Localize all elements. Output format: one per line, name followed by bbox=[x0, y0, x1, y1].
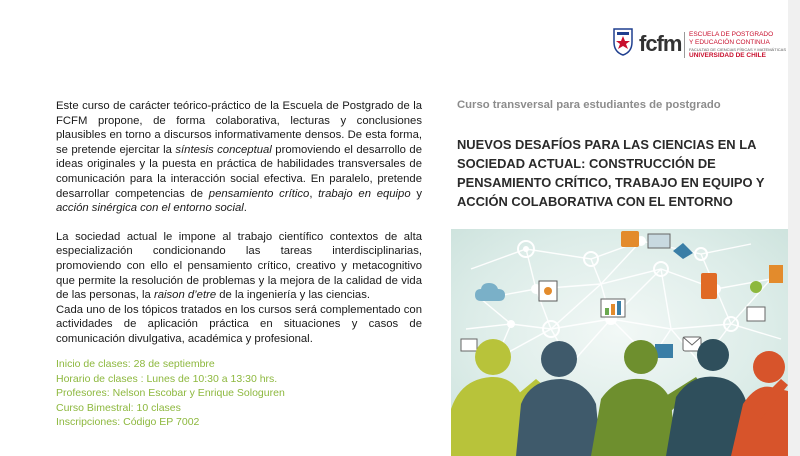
info-start-date: Inicio de clases: 28 de septiembre bbox=[56, 358, 215, 370]
book-icon bbox=[769, 265, 783, 283]
p2-text-1: La sociedad actual le impone al trabajo científico contextos de alta especialización condicionando las tareas interdisciplinarias, promoviendo con ello el pensamiento crítico, creativo y metacognitivo que permite la resolución de problemas y la mejora de la calidad de vida de las personas, la bbox=[56, 230, 422, 302]
p1-text-3: , bbox=[309, 187, 319, 200]
p1-text-5: . bbox=[243, 202, 247, 215]
info-duration: Curso Bimestral: 10 clases bbox=[56, 401, 181, 414]
course-description bbox=[56, 99, 422, 347]
p1-text-4: y bbox=[410, 187, 422, 200]
person-network-icon bbox=[544, 287, 552, 295]
phone-icon bbox=[701, 273, 717, 299]
laptop-icon bbox=[648, 234, 670, 248]
paragraph-3: Cada uno de los tópicos tratados en los cursos será complementado con actividades de aplicación práctica en situaciones y casos de comunicación divulgativa, académica y profesional. bbox=[56, 303, 422, 345]
logo-line-2: Y EDUCACIÓN CONTINUA bbox=[689, 39, 770, 46]
fcfm-logo bbox=[612, 26, 788, 66]
course-info bbox=[56, 357, 436, 430]
info-registration: Inscripciones: Código EP 7002 bbox=[56, 416, 200, 429]
picture-icon bbox=[461, 339, 477, 351]
logo-line-1: ESCUELA DE POSTGRADO bbox=[689, 31, 774, 38]
logo-divider bbox=[684, 32, 685, 58]
paragraph-2 bbox=[56, 230, 422, 303]
monitor-icon bbox=[747, 307, 765, 321]
logo-line-4: UNIVERSIDAD DE CHILE bbox=[689, 52, 766, 59]
paragraph-gap bbox=[56, 216, 422, 230]
p1-emphasis-2: pensamiento crítico bbox=[208, 187, 310, 200]
p1-emphasis-1: síntesis conceptual bbox=[175, 143, 272, 156]
university-seal-icon bbox=[612, 26, 634, 56]
info-schedule: Horario de clases : Lunes de 10:30 a 13:30 hrs. bbox=[56, 372, 278, 385]
p1-emphasis-4: acción sinérgica con el entorno social bbox=[56, 202, 244, 215]
logo-line-3: FACULTAD DE CIENCIAS FÍSICAS Y MATEMÁTICAS bbox=[689, 47, 786, 52]
page-edge bbox=[788, 0, 800, 456]
p1-emphasis-3: trabajo en equipo bbox=[318, 187, 411, 200]
p1-text-2: promoviendo el desarrollo de ideas originales y la puesta en práctica de habilidades transversales de comunicación para la interacción social efectiva. En paralelo, pretende desarrollar competencias de bbox=[56, 143, 422, 200]
info-professors: Profesores: Nelson Escobar y Enrique Sologuren bbox=[56, 387, 285, 400]
fcfm-wordmark: fcfm bbox=[639, 31, 682, 56]
megaphone-icon bbox=[621, 231, 639, 247]
p1-text-1: Este curso de carácter teórico-práctico de la Escuela de Postgrado de la FCFM propone, de forma colaborativa, lecturas y conclusiones plausibles en torno a discursos informativamente densos. De esta forma, se pretende ejercitar la bbox=[56, 100, 422, 156]
cup-icon bbox=[750, 281, 762, 293]
course-title: NUEVOS DESAFÍOS PARA LAS CIENCIAS EN LA SOCIEDAD ACTUAL: CONSTRUCCIÓN DE PENSAMIENTO CRÍTICO, TRABAJO EN EQUIPO Y ACCIÓN COLABORATIVA CON EL ENTORNO bbox=[457, 137, 765, 209]
p2-text-2: de la ingeniería y las ciencias. bbox=[216, 289, 370, 302]
network-people-illustration bbox=[451, 229, 788, 456]
hero-illustration bbox=[451, 229, 788, 456]
course-subtitle: Curso transversal para estudiantes de postgrado bbox=[457, 99, 721, 111]
paragraph-1 bbox=[56, 99, 422, 216]
p2-emphasis-1: raison d’etre bbox=[153, 289, 217, 302]
